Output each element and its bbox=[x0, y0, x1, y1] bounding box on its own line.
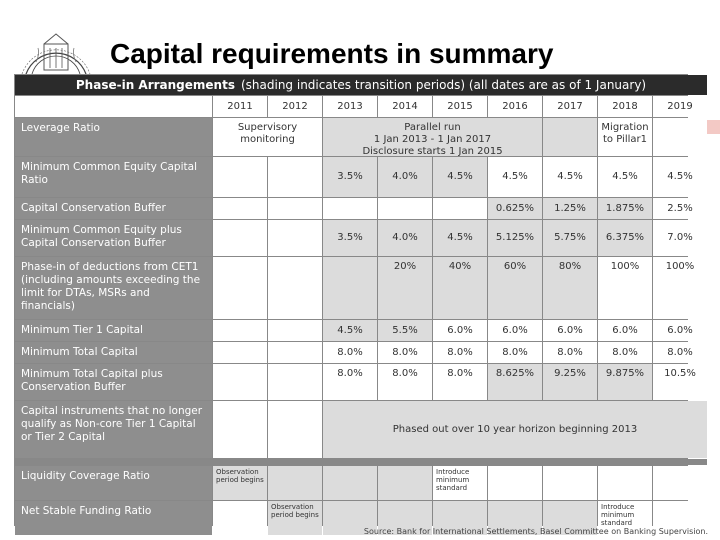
value-cell: 3.5% bbox=[323, 220, 377, 256]
value-cell: 40% bbox=[433, 257, 487, 319]
instruments-phase-out: Phased out over 10 year horizon beginning 2013 bbox=[323, 401, 707, 458]
value-cell: 8.0% bbox=[488, 342, 542, 363]
cell bbox=[323, 466, 377, 500]
value-cell: 6.0% bbox=[543, 320, 597, 341]
year-2014: 2014 bbox=[378, 96, 432, 117]
value-cell: 0.625% bbox=[488, 198, 542, 219]
value-cell: 4.5% bbox=[598, 157, 652, 197]
leverage-supervisory: Supervisory monitoring bbox=[213, 118, 322, 156]
value-cell: 6.0% bbox=[653, 320, 707, 341]
slide-title: Capital requirements in summary bbox=[110, 38, 554, 69]
table-header bbox=[15, 75, 707, 95]
cell bbox=[543, 466, 597, 500]
leverage-parallel-run: Parallel run 1 Jan 2013 - 1 Jan 2017 Disclosure starts 1 Jan 2015 bbox=[323, 118, 542, 156]
value-cell: 60% bbox=[488, 257, 542, 319]
value-cell: 4.5% bbox=[488, 157, 542, 197]
year-2016: 2016 bbox=[488, 96, 542, 117]
value-cell: 4.5% bbox=[433, 157, 487, 197]
cell bbox=[268, 157, 322, 197]
cell bbox=[268, 257, 322, 319]
header-title: Phase-in Arrangements bbox=[75, 78, 235, 92]
cell bbox=[598, 466, 652, 500]
row-label-instruments: Capital instruments that no longer qualify as Non-core Tier 1 Capital or Tier 2 Capital bbox=[15, 401, 212, 458]
row-label-lcr: Liquidity Coverage Ratio bbox=[15, 466, 212, 500]
value-cell: 8.0% bbox=[433, 364, 487, 400]
leverage-migration: Migration to Pillar1 bbox=[598, 118, 652, 156]
value-cell: 8.0% bbox=[543, 342, 597, 363]
cell bbox=[213, 401, 267, 458]
value-cell: 8.0% bbox=[378, 342, 432, 363]
value-cell: 4.0% bbox=[378, 220, 432, 256]
lcr-observation: Observation period begins bbox=[213, 466, 267, 500]
year-2012: 2012 bbox=[268, 96, 322, 117]
value-cell: 6.375% bbox=[598, 220, 652, 256]
cell bbox=[213, 157, 267, 197]
value-cell: 6.0% bbox=[488, 320, 542, 341]
cell bbox=[323, 257, 377, 319]
value-cell: 9.25% bbox=[543, 364, 597, 400]
nsfr-introduce: Introduce minimum standard bbox=[598, 501, 652, 535]
row-label-min-ce: Minimum Common Equity Capital Ratio bbox=[15, 157, 212, 197]
cell bbox=[213, 220, 267, 256]
value-cell: 6.0% bbox=[598, 320, 652, 341]
cell bbox=[268, 342, 322, 363]
cell bbox=[268, 401, 322, 458]
value-cell: 5.125% bbox=[488, 220, 542, 256]
value-cell: 8.0% bbox=[598, 342, 652, 363]
cell bbox=[323, 198, 377, 219]
value-cell: 8.0% bbox=[323, 342, 377, 363]
cell bbox=[213, 501, 267, 535]
accent-marker bbox=[706, 120, 720, 134]
value-cell: 4.5% bbox=[653, 157, 707, 197]
value-cell: 4.5% bbox=[323, 320, 377, 341]
year-2018: 2018 bbox=[598, 96, 652, 117]
value-cell: 3.5% bbox=[323, 157, 377, 197]
value-cell: 4.5% bbox=[433, 220, 487, 256]
cell bbox=[268, 198, 322, 219]
value-cell: 4.0% bbox=[378, 157, 432, 197]
cell bbox=[653, 118, 707, 156]
cell bbox=[378, 198, 432, 219]
table-separator bbox=[15, 459, 707, 465]
row-label-total-ccb: Minimum Total Capital plus Conservation Buffer bbox=[15, 364, 212, 400]
row-label-total: Minimum Total Capital bbox=[15, 342, 212, 363]
university-seal-icon bbox=[16, 14, 96, 82]
row-label-tier1: Minimum Tier 1 Capital bbox=[15, 320, 212, 341]
cell bbox=[268, 320, 322, 341]
value-cell: 20% bbox=[378, 257, 432, 319]
cell bbox=[213, 342, 267, 363]
value-cell: 8.625% bbox=[488, 364, 542, 400]
year-2015: 2015 bbox=[433, 96, 487, 117]
value-cell: 100% bbox=[598, 257, 652, 319]
row-label-min-ce-ccb: Minimum Common Equity plus Capital Conservation Buffer bbox=[15, 220, 212, 256]
source-note: Source: Bank for International Settlements, Basel Committee on Banking Supervision. bbox=[363, 527, 708, 536]
value-cell: 5.5% bbox=[378, 320, 432, 341]
cell bbox=[268, 466, 322, 500]
cell bbox=[653, 466, 707, 500]
value-cell: 6.0% bbox=[433, 320, 487, 341]
cell bbox=[213, 364, 267, 400]
value-cell: 8.0% bbox=[653, 342, 707, 363]
nsfr-observation: Observation period begins bbox=[268, 501, 322, 535]
row-label-ccb: Capital Conservation Buffer bbox=[15, 198, 212, 219]
header-note: (shading indicates transition periods) (all dates are as of 1 January) bbox=[240, 78, 647, 92]
value-cell: 1.875% bbox=[598, 198, 652, 219]
cell bbox=[433, 198, 487, 219]
year-2017: 2017 bbox=[543, 96, 597, 117]
value-cell: 9.875% bbox=[598, 364, 652, 400]
value-cell: 1.25% bbox=[543, 198, 597, 219]
value-cell: 10.5% bbox=[653, 364, 707, 400]
row-label-deductions: Phase-in of deductions from CET1 (including amounts exceeding the limit for DTAs, MSRs and financials) bbox=[15, 257, 212, 319]
value-cell: 100% bbox=[653, 257, 707, 319]
cell bbox=[378, 466, 432, 500]
value-cell: 5.75% bbox=[543, 220, 597, 256]
value-cell: 8.0% bbox=[323, 364, 377, 400]
cell bbox=[213, 320, 267, 341]
cell bbox=[213, 198, 267, 219]
row-label-nsfr: Net Stable Funding Ratio bbox=[15, 501, 212, 535]
cell bbox=[543, 118, 597, 156]
year-2011: 2011 bbox=[213, 96, 267, 117]
value-cell: 80% bbox=[543, 257, 597, 319]
value-cell: 7.0% bbox=[653, 220, 707, 256]
cell bbox=[488, 466, 542, 500]
cell bbox=[268, 364, 322, 400]
year-corner bbox=[15, 96, 212, 117]
lcr-introduce: Introduce minimum standard bbox=[433, 466, 487, 500]
value-cell: 4.5% bbox=[543, 157, 597, 197]
value-cell: 8.0% bbox=[378, 364, 432, 400]
cell bbox=[213, 257, 267, 319]
year-2019: 2019 bbox=[653, 96, 707, 117]
cell bbox=[268, 220, 322, 256]
year-2013: 2013 bbox=[323, 96, 377, 117]
phase-in-table bbox=[14, 74, 696, 527]
value-cell: 2.5% bbox=[653, 198, 707, 219]
row-label-leverage-ratio: Leverage Ratio bbox=[15, 118, 212, 156]
value-cell: 8.0% bbox=[433, 342, 487, 363]
